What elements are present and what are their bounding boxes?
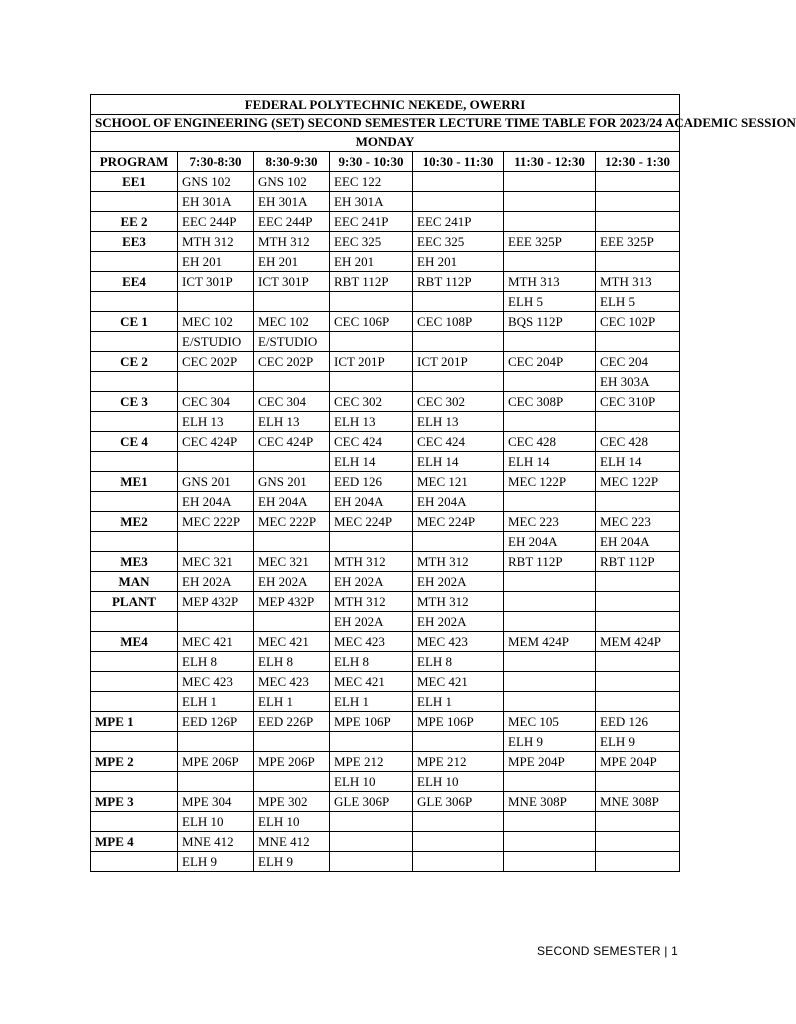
timetable-cell: GNS 201 [178,472,254,492]
timetable-cell: ELH 1 [178,692,254,712]
timetable-cell: BQS 112P [504,312,596,332]
timetable-cell [596,812,680,832]
timetable-cell: EEC 325 [330,232,413,252]
timetable-cell: MTH 312 [254,232,330,252]
timetable-cell: MEP 432P [178,592,254,612]
timetable-cell: MEC 222P [254,512,330,532]
timetable-cell [254,732,330,752]
timetable-cell [504,572,596,592]
timetable-cell [413,832,504,852]
table-row [91,712,680,732]
timetable-cell: ELH 5 [504,292,596,312]
timetable-cell [330,532,413,552]
timetable-cell: ELH 14 [504,452,596,472]
column-header-timeslot: 7:30-8:30 [178,152,254,172]
timetable-cell: GNS 102 [254,172,330,192]
timetable-cell: ELH 10 [178,812,254,832]
timetable-cell: EEE 325P [596,232,680,252]
program-cell: ME4 [91,632,178,652]
table-row [91,612,680,632]
timetable-cell [413,372,504,392]
timetable-cell: ELH 10 [413,772,504,792]
timetable-cell [504,652,596,672]
table-row [91,432,680,452]
timetable-cell: CEC 428 [596,432,680,452]
timetable-cell: MEC 423 [178,672,254,692]
table-row [91,172,680,192]
timetable-cell: CEC 106P [330,312,413,332]
table-row [91,452,680,472]
table-row [91,672,680,692]
timetable-cell: RBT 112P [413,272,504,292]
timetable-cell [178,532,254,552]
timetable-cell [504,772,596,792]
timetable-cell: MEC 421 [330,672,413,692]
table-row [91,752,680,772]
timetable-cell: CEC 204P [504,352,596,372]
program-cell [91,492,178,512]
timetable-cell [504,332,596,352]
program-cell: CE 3 [91,392,178,412]
timetable-cell [413,192,504,212]
timetable-cell: ELH 5 [596,292,680,312]
program-cell: EE 2 [91,212,178,232]
program-cell [91,652,178,672]
timetable-cell: MPE 212 [413,752,504,772]
timetable-cell [178,732,254,752]
timetable-cell: ELH 10 [330,772,413,792]
timetable-cell: MEC 122P [504,472,596,492]
timetable-cell: CEC 424P [254,432,330,452]
timetable-cell: EH 202A [413,572,504,592]
timetable-cell: ELH 14 [413,452,504,472]
timetable-cell: ELH 9 [178,852,254,872]
timetable-cell [596,492,680,512]
timetable-cell: EH 201 [330,252,413,272]
timetable-cell: MNE 308P [504,792,596,812]
timetable-cell: GLE 306P [413,792,504,812]
timetable-cell: MEP 432P [254,592,330,612]
timetable-cell [413,172,504,192]
program-cell [91,672,178,692]
timetable-cell: EEC 325 [413,232,504,252]
timetable-cell: ELH 8 [254,652,330,672]
program-cell [91,852,178,872]
timetable-cell: MEC 421 [413,672,504,692]
timetable-cell [504,372,596,392]
timetable-cell [504,492,596,512]
timetable-cell [504,692,596,712]
timetable-cell [254,292,330,312]
table-row [91,532,680,552]
program-cell: EE4 [91,272,178,292]
timetable-cell: MEC 423 [254,672,330,692]
timetable-cell [413,852,504,872]
timetable-cell [596,772,680,792]
timetable-cell: ELH 8 [178,652,254,672]
timetable-cell [596,332,680,352]
table-row [91,512,680,532]
timetable-cell [413,812,504,832]
table-row [91,472,680,492]
timetable-cell: MEM 424P [504,632,596,652]
timetable-cell [504,252,596,272]
timetable-cell: ELH 13 [254,412,330,432]
timetable-cell: MPE 204P [504,752,596,772]
table-row [91,412,680,432]
table-row [91,332,680,352]
timetable-body [91,172,680,872]
timetable-cell [330,732,413,752]
program-cell [91,252,178,272]
timetable-cell: GNS 102 [178,172,254,192]
table-row [91,212,680,232]
timetable-cell [254,372,330,392]
program-cell [91,772,178,792]
timetable-cell: ELH 1 [330,692,413,712]
timetable-cell [504,592,596,612]
timetable-cell: EH 204A [330,492,413,512]
timetable-cell: EH 201 [178,252,254,272]
timetable-cell: EH 202A [330,612,413,632]
program-cell: EE1 [91,172,178,192]
timetable-cell: EH 202A [254,572,330,592]
timetable-cell: EEC 244P [254,212,330,232]
timetable-cell: ELH 13 [330,412,413,432]
program-cell: CE 2 [91,352,178,372]
column-header-timeslot: 11:30 - 12:30 [504,152,596,172]
timetable-cell: CEC 304 [178,392,254,412]
timetable-cell: CEC 424 [330,432,413,452]
timetable-title: SCHOOL OF ENGINEERING (SET) SECOND SEMESTER LECTURE TIME TABLE FOR 2023/24 ACADEMIC SESSION [91,115,680,132]
timetable-cell [504,852,596,872]
timetable-cell [504,212,596,232]
timetable-cell: ELH 8 [413,652,504,672]
timetable-cell: E/STUDIO [254,332,330,352]
timetable-cell [504,612,596,632]
timetable-cell [330,832,413,852]
table-row [91,272,680,292]
timetable-cell: MPE 204P [596,752,680,772]
timetable-cell: CEC 310P [596,392,680,412]
timetable-cell: MPE 206P [254,752,330,772]
timetable-cell: MTH 313 [596,272,680,292]
program-cell: ME3 [91,552,178,572]
timetable-cell: EH 301A [178,192,254,212]
timetable-cell: MEC 102 [254,312,330,332]
timetable-cell [596,692,680,712]
program-cell: MPE 3 [91,792,178,812]
timetable-cell [596,572,680,592]
timetable-cell [413,292,504,312]
program-cell [91,612,178,632]
timetable-cell: GNS 201 [254,472,330,492]
column-header-timeslot: 10:30 - 11:30 [413,152,504,172]
timetable-cell: RBT 112P [596,552,680,572]
program-cell [91,192,178,212]
timetable-cell: ICT 201P [330,352,413,372]
timetable-cell: MEC 321 [254,552,330,572]
timetable-cell: ELH 9 [254,852,330,872]
timetable-cell: EH 202A [330,572,413,592]
timetable-cell: MEC 224P [413,512,504,532]
timetable-cell: EH 303A [596,372,680,392]
program-cell: MAN [91,572,178,592]
table-row [91,632,680,652]
timetable-cell: MEC 423 [330,632,413,652]
timetable-cell: MEC 224P [330,512,413,532]
timetable-cell: ELH 13 [178,412,254,432]
timetable-cell: EH 301A [254,192,330,212]
timetable-cell: MTH 312 [330,552,413,572]
timetable-cell: EED 226P [254,712,330,732]
timetable-cell: EH 204A [178,492,254,512]
column-header-program: PROGRAM [91,152,178,172]
timetable-cell [254,772,330,792]
table-row [91,832,680,852]
program-cell: CE 4 [91,432,178,452]
program-cell: ME1 [91,472,178,492]
timetable-cell: CEC 308P [504,392,596,412]
timetable-cell: MEM 424P [596,632,680,652]
program-cell: CE 1 [91,312,178,332]
program-cell: ME2 [91,512,178,532]
timetable-cell: RBT 112P [330,272,413,292]
timetable-cell: MEC 102 [178,312,254,332]
timetable-cell [504,832,596,852]
timetable-cell: MTH 312 [178,232,254,252]
program-cell: MPE 2 [91,752,178,772]
timetable-cell: EH 204A [596,532,680,552]
table-row [91,292,680,312]
timetable-cell: MTH 312 [413,592,504,612]
timetable-cell: GLE 306P [330,792,413,812]
timetable-cell [596,852,680,872]
table-row [91,652,680,672]
program-cell: MPE 1 [91,712,178,732]
timetable-cell: ELH 9 [504,732,596,752]
program-cell [91,812,178,832]
timetable-cell: ELH 1 [254,692,330,712]
timetable-cell: EH 201 [413,252,504,272]
table-row [91,372,680,392]
timetable-cell: MEC 105 [504,712,596,732]
timetable-cell [178,612,254,632]
timetable-cell: CEC 108P [413,312,504,332]
timetable-cell [596,652,680,672]
timetable-cell [254,612,330,632]
timetable-cell: MEC 423 [413,632,504,652]
timetable-cell [178,372,254,392]
timetable-cell [413,532,504,552]
table-row [91,312,680,332]
timetable-cell: ELH 10 [254,812,330,832]
timetable-cell: EEE 325P [504,232,596,252]
timetable-cell [596,592,680,612]
column-header-timeslot: 8:30-9:30 [254,152,330,172]
table-row [91,252,680,272]
institution-title: FEDERAL POLYTECHNIC NEKEDE, OWERRI [91,95,680,115]
timetable-cell: EED 126P [178,712,254,732]
table-row [91,572,680,592]
timetable-cell: MEC 222P [178,512,254,532]
program-cell [91,692,178,712]
column-header-timeslot: 12:30 - 1:30 [596,152,680,172]
timetable-cell: MEC 321 [178,552,254,572]
program-cell [91,292,178,312]
timetable-cell: ICT 301P [178,272,254,292]
timetable-cell: CEC 204 [596,352,680,372]
timetable-cell: MNE 412 [178,832,254,852]
timetable-cell: CEC 202P [254,352,330,372]
timetable-cell: MPE 302 [254,792,330,812]
timetable-cell: EH 204A [413,492,504,512]
timetable-cell: MTH 312 [413,552,504,572]
timetable-cell: MPE 106P [413,712,504,732]
timetable-cell [596,612,680,632]
timetable-cell [504,412,596,432]
timetable-cell [330,332,413,352]
program-cell: MPE 4 [91,832,178,852]
timetable-cell: MNE 412 [254,832,330,852]
timetable-cell [504,192,596,212]
timetable-cell: ELH 8 [330,652,413,672]
timetable-cell: EH 204A [504,532,596,552]
program-cell: EE3 [91,232,178,252]
timetable-cell: ELH 13 [413,412,504,432]
timetable-cell: E/STUDIO [178,332,254,352]
timetable-cell: EH 301A [330,192,413,212]
table-row [91,552,680,572]
column-header-timeslot: 9:30 - 10:30 [330,152,413,172]
table-row [91,392,680,412]
timetable-cell: MPE 304 [178,792,254,812]
table-row [91,692,680,712]
timetable-cell: CEC 304 [254,392,330,412]
timetable-cell: ELH 9 [596,732,680,752]
timetable-cell: MEC 223 [596,512,680,532]
table-row [91,492,680,512]
timetable-cell: CEC 428 [504,432,596,452]
timetable-cell: MPE 206P [178,752,254,772]
program-cell [91,412,178,432]
program-cell [91,732,178,752]
timetable-cell: RBT 112P [504,552,596,572]
timetable-cell: EEC 122 [330,172,413,192]
timetable-cell [178,292,254,312]
timetable-cell: ICT 301P [254,272,330,292]
timetable-cell [330,372,413,392]
timetable-cell: EEC 244P [178,212,254,232]
table-row [91,812,680,832]
day-label: MONDAY [91,132,680,152]
timetable-cell: CEC 102P [596,312,680,332]
timetable-cell: MPE 106P [330,712,413,732]
timetable-cell [504,812,596,832]
timetable-cell: EED 126 [330,472,413,492]
program-cell: PLANT [91,592,178,612]
timetable-cell: CEC 424P [178,432,254,452]
timetable-cell: EH 202A [413,612,504,632]
table-row [91,772,680,792]
program-cell [91,372,178,392]
timetable-cell: MTH 312 [330,592,413,612]
timetable-cell: CEC 424 [413,432,504,452]
timetable-cell [504,172,596,192]
page-footer: SECOND SEMESTER | 1 [537,944,678,958]
timetable-cell: CEC 302 [413,392,504,412]
program-cell [91,532,178,552]
table-row [91,592,680,612]
timetable-cell: MEC 421 [178,632,254,652]
timetable-cell: MPE 212 [330,752,413,772]
timetable-cell: EH 202A [178,572,254,592]
timetable-cell [330,292,413,312]
timetable-cell [254,532,330,552]
timetable-cell [330,852,413,872]
timetable-cell: ICT 201P [413,352,504,372]
timetable-cell: MEC 122P [596,472,680,492]
timetable-cell [178,772,254,792]
timetable-cell: ELH 14 [596,452,680,472]
timetable-cell [254,452,330,472]
timetable-cell [596,832,680,852]
timetable-cell: EEC 241P [330,212,413,232]
timetable-cell [413,332,504,352]
timetable [90,94,796,872]
timetable-cell [178,452,254,472]
timetable-cell [596,172,680,192]
timetable-cell [504,672,596,692]
timetable-cell: MEC 121 [413,472,504,492]
timetable-cell [596,192,680,212]
table-row [91,232,680,252]
table-row [91,792,680,812]
timetable-cell [330,812,413,832]
timetable-cell [596,212,680,232]
timetable-cell: EEC 241P [413,212,504,232]
timetable-cell: EH 204A [254,492,330,512]
program-cell [91,332,178,352]
timetable-cell [596,672,680,692]
timetable-cell [596,252,680,272]
timetable-cell: EH 201 [254,252,330,272]
table-row [91,352,680,372]
timetable-cell: ELH 1 [413,692,504,712]
timetable-sheet [90,94,796,872]
timetable-cell [596,412,680,432]
timetable-cell: EED 126 [596,712,680,732]
timetable-cell: ELH 14 [330,452,413,472]
timetable-cell: MEC 421 [254,632,330,652]
timetable-cell: MNE 308P [596,792,680,812]
timetable-cell: MEC 223 [504,512,596,532]
program-cell [91,452,178,472]
timetable-cell [413,732,504,752]
table-row [91,192,680,212]
table-row [91,852,680,872]
column-header-row [91,152,680,172]
table-row [91,732,680,752]
timetable-cell: MTH 313 [504,272,596,292]
timetable-cell: CEC 202P [178,352,254,372]
timetable-cell: CEC 302 [330,392,413,412]
